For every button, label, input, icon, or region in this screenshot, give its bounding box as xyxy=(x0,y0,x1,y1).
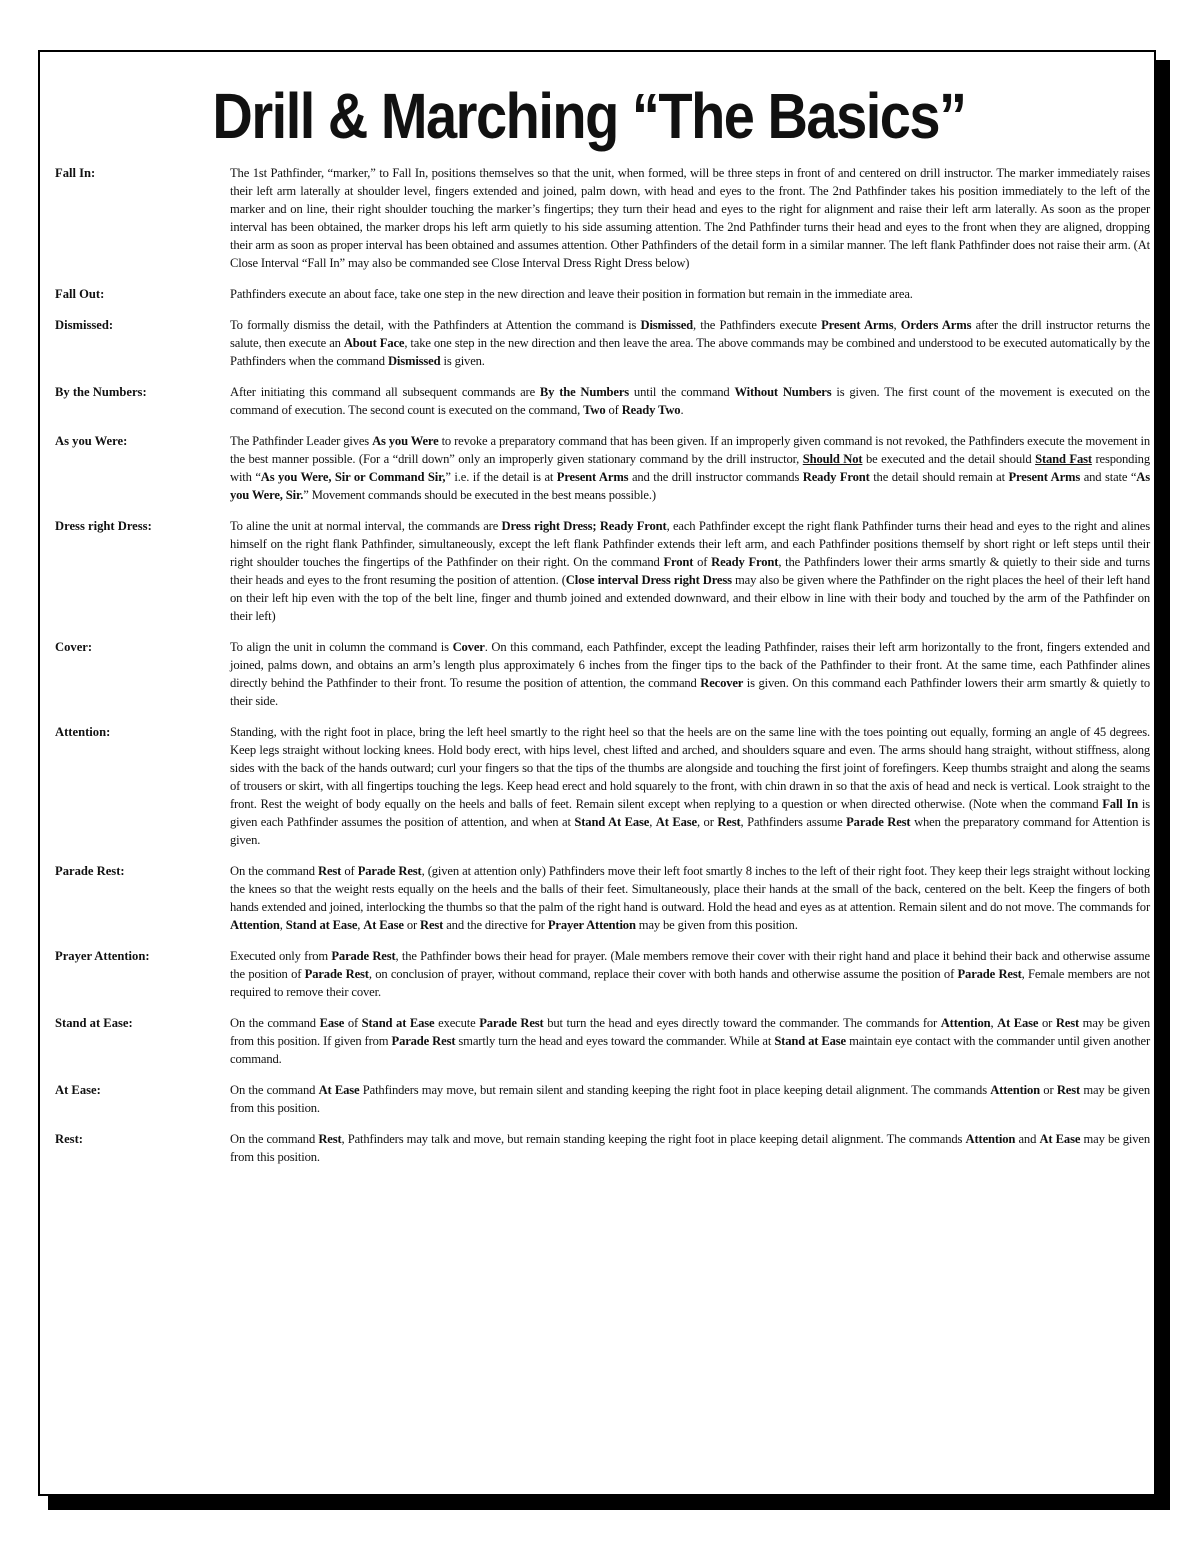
document-page xyxy=(38,50,1156,1496)
entry-definition: Standing, with the right foot in place, bring the left heel smartly to the right heel so that the heels are on the same line with the toes pointing out equally, forming an angle of 45 degrees. Keep legs straight without locking knees. Hold body erect, with hips level, chest lifted and arched, and shoulders square and even. The arms should hang straight, without stiffness, along sides with the back of the hands outward; curl your fingers so that the tips of the thumbs are alongside and touching the first joint of forefingers. Keep thumbs straight and along the seams of trousers or skirt, with all fingertips touching the legs. Keep head erect and hold squarely to the front, with chin drawn in so that the axis of head and neck is vertical. Look straight to the front. Rest the weight of body equally on the heels and balls of feet. Remain silent except when replying to a question or when directed otherwise. (Note when the command Fall In is given each Pathfinder assumes the position of attention, and when at Stand At Ease, At Ease, or Rest, Pathfinders assume Parade Rest when the preparatory command for Attention is given. xyxy=(230,725,1151,847)
entry-definition: Pathfinders execute an about face, take one step in the new direction and leave their position in formation but remain in the immediate area. xyxy=(230,287,913,301)
glossary-entry xyxy=(55,862,1150,934)
entry-term: At Ease: xyxy=(55,1083,101,1097)
entry-definition: On the command Rest of Parade Rest, (given at attention only) Pathfinders move their left foot smartly 8 inches to the left of their right foot. They keep their legs straight without locking the knees so that the weight rests equally on the heels and the balls of their feet. Simultaneously, place their hands at the small of the back, centered on the belt. Keep the fingers of both hands extended and joined, interlocking the thumbs so that the palm of the right hand is outward. Hold the head and eyes as at attention. Remain silent and do not move. The commands for Attention, Stand at Ease, At Ease or Rest and the directive for Prayer Attention may be given from this position. xyxy=(230,864,1150,932)
entry-term: As you Were: xyxy=(55,434,128,448)
entry-definition: Executed only from Parade Rest, the Pathfinder bows their head for prayer. (Male members remove their cover with their right hand and place it behind their back and otherwise assume the position of Parade Rest, on conclusion of prayer, without command, replace their cover with both hands and otherwise assume the position of Parade Rest, Female members are not required to remove their cover. xyxy=(230,949,1151,999)
glossary-entry xyxy=(55,723,1150,849)
glossary-entry xyxy=(55,285,1150,303)
glossary-list xyxy=(55,164,1150,1179)
entry-term: Fall Out: xyxy=(55,287,105,301)
entry-definition: To aline the unit at normal interval, the commands are Dress right Dress; Ready Front, each Pathfinder except the right flank Pathfinder turns their head and eyes to the right and alines himself on the right flank Pathfinder, simultaneously, except the left flank Pathfinder extends their left arm, and each Pathfinder positions themself by short right or left steps until their right shoulder touches the fingertips of the Pathfinder on their right. On the command Front of Ready Front, the Pathfinders lower their arms smartly & quietly to their side and turns their heads and eyes to the front resuming the position of attention. (Close interval Dress right Dress may also be given where the Pathfinder on the right places the heel of their left hand on their left hip even with the top of the belt line, finger and thumb joined and extended downward, and their elbow in line with their body and touched by the arm of the Pathfinder on their left) xyxy=(230,519,1151,623)
entry-term: Fall In: xyxy=(55,166,96,180)
entry-term: Prayer Attention: xyxy=(55,949,150,963)
glossary-entry xyxy=(55,432,1150,504)
glossary-entry xyxy=(55,517,1150,625)
glossary-entry xyxy=(55,1081,1150,1117)
glossary-entry xyxy=(55,1014,1150,1068)
entry-term: Parade Rest: xyxy=(55,864,125,878)
page-title: Drill & Marching “The Basics” xyxy=(212,79,966,152)
entry-term: Attention: xyxy=(55,725,111,739)
entry-definition: The Pathfinder Leader gives As you Were to revoke a preparatory command that has been given. If an improperly given command is not revoked, the Pathfinders execute the movement in the best manner possible. (For a “drill down” only an improperly given stationary command by the drill instructor, Should Not be executed and the detail should Stand Fast responding with “As you Were, Sir or Command Sir,” i.e. if the detail is at Present Arms and the drill instructor commands Ready Front the detail should remain at Present Arms and state “As you Were, Sir.” Movement commands should be executed in the best means possible.) xyxy=(230,434,1150,502)
entry-term: Rest: xyxy=(55,1132,83,1146)
glossary-entry xyxy=(55,316,1150,370)
glossary-entry xyxy=(55,947,1150,1001)
entry-definition: The 1st Pathfinder, “marker,” to Fall In, positions themselves so that the unit, when formed, will be three steps in front of and centered on drill instructor. The marker immediately raises their left arm laterally at shoulder level, fingers extended and joined, palm down, with head and eyes to the front. The 2nd Pathfinder takes his position immediately to the left of the marker and on line, their right shoulder touching the marker’s fingertips; they turn their head and eyes to the right for alignment and raise their left arm laterally. As soon as the proper interval has been obtained, the marker drops his left arm quietly to his side assuming attention. The 2nd Pathfinder turns their head and eyes to the front when they are aligned, dropping their arm as soon as proper interval has been obtained and assumes attention. Other Pathfinders of the detail form in a similar manner. The left flank Pathfinder does not raise their arm. (At Close Interval “Fall In” may also be commanded see Close Interval Dress Right Dress below) xyxy=(230,166,1150,270)
entry-term: Dress right Dress: xyxy=(55,519,152,533)
entry-definition: To align the unit in column the command is Cover. On this command, each Pathfinder, except the leading Pathfinder, raises their left arm horizontally to the front, fingers extended and joined, palms down, and obtains an arm’s length plus approximately 6 inches from the finger tips to the back of the Pathfinder to their front. At the same time, each Pathfinder alines directly behind the Pathfinder to their front. To resume the position of attention, the command Recover is given. On this command each Pathfinder lowers their arm smartly & quietly to their side. xyxy=(230,640,1150,708)
entry-definition: After initiating this command all subsequent commands are By the Numbers until the command Without Numbers is given. The first count of the movement is executed on the command of execution. The second count is executed on the command, Two of Ready Two. xyxy=(230,385,1150,417)
entry-definition: On the command Ease of Stand at Ease execute Parade Rest but turn the head and eyes directly toward the commander. The commands for Attention, At Ease or Rest may be given from this position. If given from Parade Rest smartly turn the head and eyes toward the commander. While at Stand at Ease maintain eye contact with the commander until given another command. xyxy=(230,1016,1151,1066)
glossary-entry xyxy=(55,638,1150,710)
entry-term: Cover: xyxy=(55,640,93,654)
glossary-entry xyxy=(55,383,1150,419)
entry-definition: To formally dismiss the detail, with the Pathfinders at Attention the command is Dismissed, the Pathfinders execute Present Arms, Orders Arms after the drill instructor returns the salute, then execute an About Face, take one step in the new direction and then leave the area. The above commands may be combined and understood to be executed automatically by the Pathfinders when the command Dismissed is given. xyxy=(230,318,1151,368)
entry-definition: On the command At Ease Pathfinders may move, but remain silent and standing keeping the right foot in place keeping detail alignment. The commands Attention or Rest may be given from this position. xyxy=(230,1083,1150,1115)
entry-definition: On the command Rest, Pathfinders may talk and move, but remain standing keeping the right foot in place keeping detail alignment. The commands Attention and At Ease may be given from this position. xyxy=(230,1132,1150,1164)
glossary-entry xyxy=(55,1130,1150,1166)
entry-term: Dismissed: xyxy=(55,318,114,332)
entry-term: Stand at Ease: xyxy=(55,1016,133,1030)
entry-term: By the Numbers: xyxy=(55,385,147,399)
glossary-entry xyxy=(55,164,1150,272)
